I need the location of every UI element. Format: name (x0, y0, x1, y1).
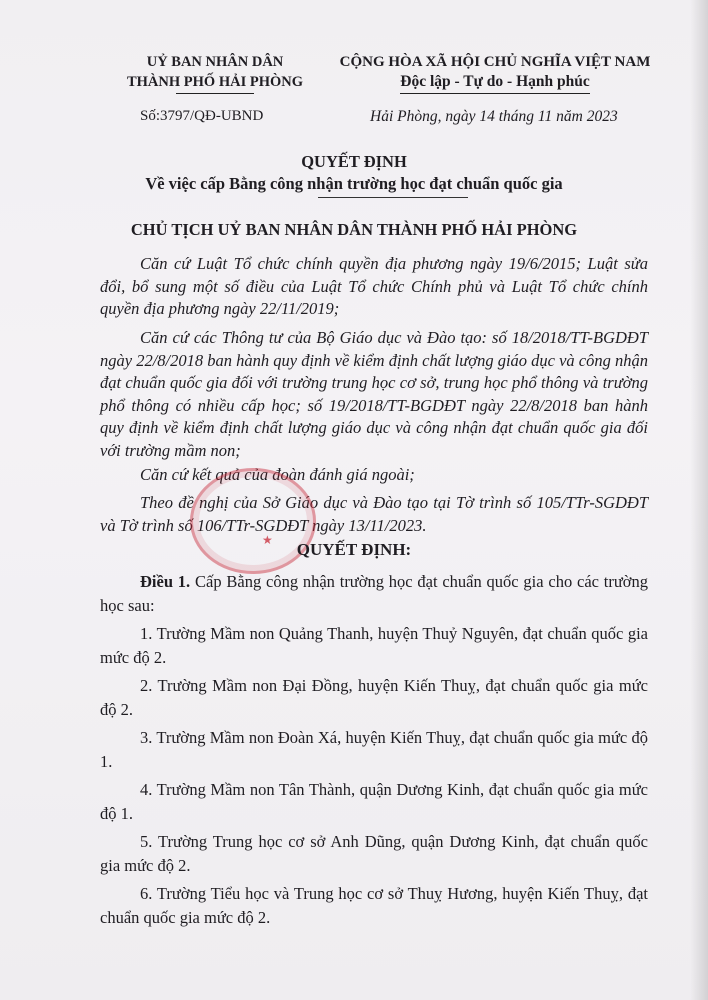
decision-heading: QUYẾT ĐỊNH: (296, 540, 412, 559)
preamble-paragraph-4: Theo đề nghị của Sở Giáo dục và Đào tạo tại Tờ trình số 105/TTr-SGDĐT và Tờ trình số 106/TTr-SGDĐT ngày 13/11/2023. (100, 493, 648, 535)
preamble-paragraph-3: Căn cứ kết quả của đoàn đánh giá ngoài; (140, 465, 415, 484)
school-item-1: 1. Trường Mầm non Quảng Thanh, huyện Thuỷ Nguyên, đạt chuẩn quốc gia mức độ 2. (100, 624, 648, 667)
org-line-1: UỶ BAN NHÂN DÂN (146, 54, 284, 70)
document-title: QUYẾT ĐỊNH (301, 152, 407, 171)
issuing-organization (100, 52, 330, 94)
issuing-authority: CHỦ TỊCH UỶ BAN NHÂN DÂN THÀNH PHỐ HẢI PHÒNG (130, 220, 578, 239)
article-1-label: Điều 1. (140, 572, 191, 591)
school-item-5: 5. Trường Trung học cơ sở Anh Dũng, quận Dương Kinh, đạt chuẩn quốc gia mức độ 2. (100, 832, 648, 875)
school-item-4: 4. Trường Mầm non Tân Thành, quận Dương Kinh, đạt chuẩn quốc gia mức độ 1. (100, 780, 648, 823)
page-edge-shadow (690, 0, 708, 1000)
date-line: Hải Phòng, ngày 14 tháng 11 năm 2023 (370, 108, 618, 125)
document-number: Số:3797/QĐ-UBND (140, 108, 264, 124)
article-1 (100, 570, 648, 618)
nation-line-1: CỘNG HÒA XÃ HỘI CHỦ NGHĨA VIỆT NAM (339, 54, 651, 70)
preamble-paragraph-1: Căn cứ Luật Tổ chức chính quyền địa phương ngày 19/6/2015; Luật sửa đổi, bổ sung một số điều của Luật Tổ chức Chính phủ và Luật Tổ chức chính quyền địa phương ngày 22/11/2019; (100, 254, 648, 318)
seal-star-icon: ★ (262, 533, 273, 547)
org-line-2: THÀNH PHỐ HẢI PHÒNG (126, 74, 304, 90)
national-heading (330, 52, 660, 94)
nation-motto: Độc lập - Tự do - Hạnh phúc (400, 73, 590, 90)
motto-underline (400, 93, 590, 94)
org-underline (176, 93, 254, 94)
subtitle-underline (318, 197, 468, 198)
document-subtitle: Về việc cấp Bằng công nhận trường học đạt chuẩn quốc gia (145, 174, 563, 193)
school-item-2: 2. Trường Mầm non Đại Đồng, huyện Kiến Thuỵ, đạt chuẩn quốc gia mức độ 2. (100, 676, 648, 719)
school-item-3: 3. Trường Mầm non Đoàn Xá, huyện Kiến Thuỵ, đạt chuẩn quốc gia mức độ 1. (100, 728, 648, 771)
school-item-6: 6. Trường Tiểu học và Trung học cơ sở Thuỵ Hương, huyện Kiến Thuỵ, đạt chuẩn quốc gia mức độ 2. (100, 884, 648, 927)
article-1-text: Cấp Bằng công nhận trường học đạt chuẩn quốc gia cho các trường học sau: (100, 572, 649, 615)
preamble-paragraph-2: Căn cứ các Thông tư của Bộ Giáo dục và Đào tạo: số 18/2018/TT-BGDĐT ngày 22/8/2018 ban hành quy định về kiểm định chất lượng giáo dục và công nhận đạt chuẩn quốc gia đối với trường trung học cơ sở, trung học phổ thông và trường phổ thông có nhiều cấp học; số 19/2018/TT-BGDĐT ngày 22/8/2018 ban hành quy định về kiểm định chất lượng giáo dục và công nhận đạt chuẩn quốc gia đối với trường mầm non; (100, 328, 649, 460)
